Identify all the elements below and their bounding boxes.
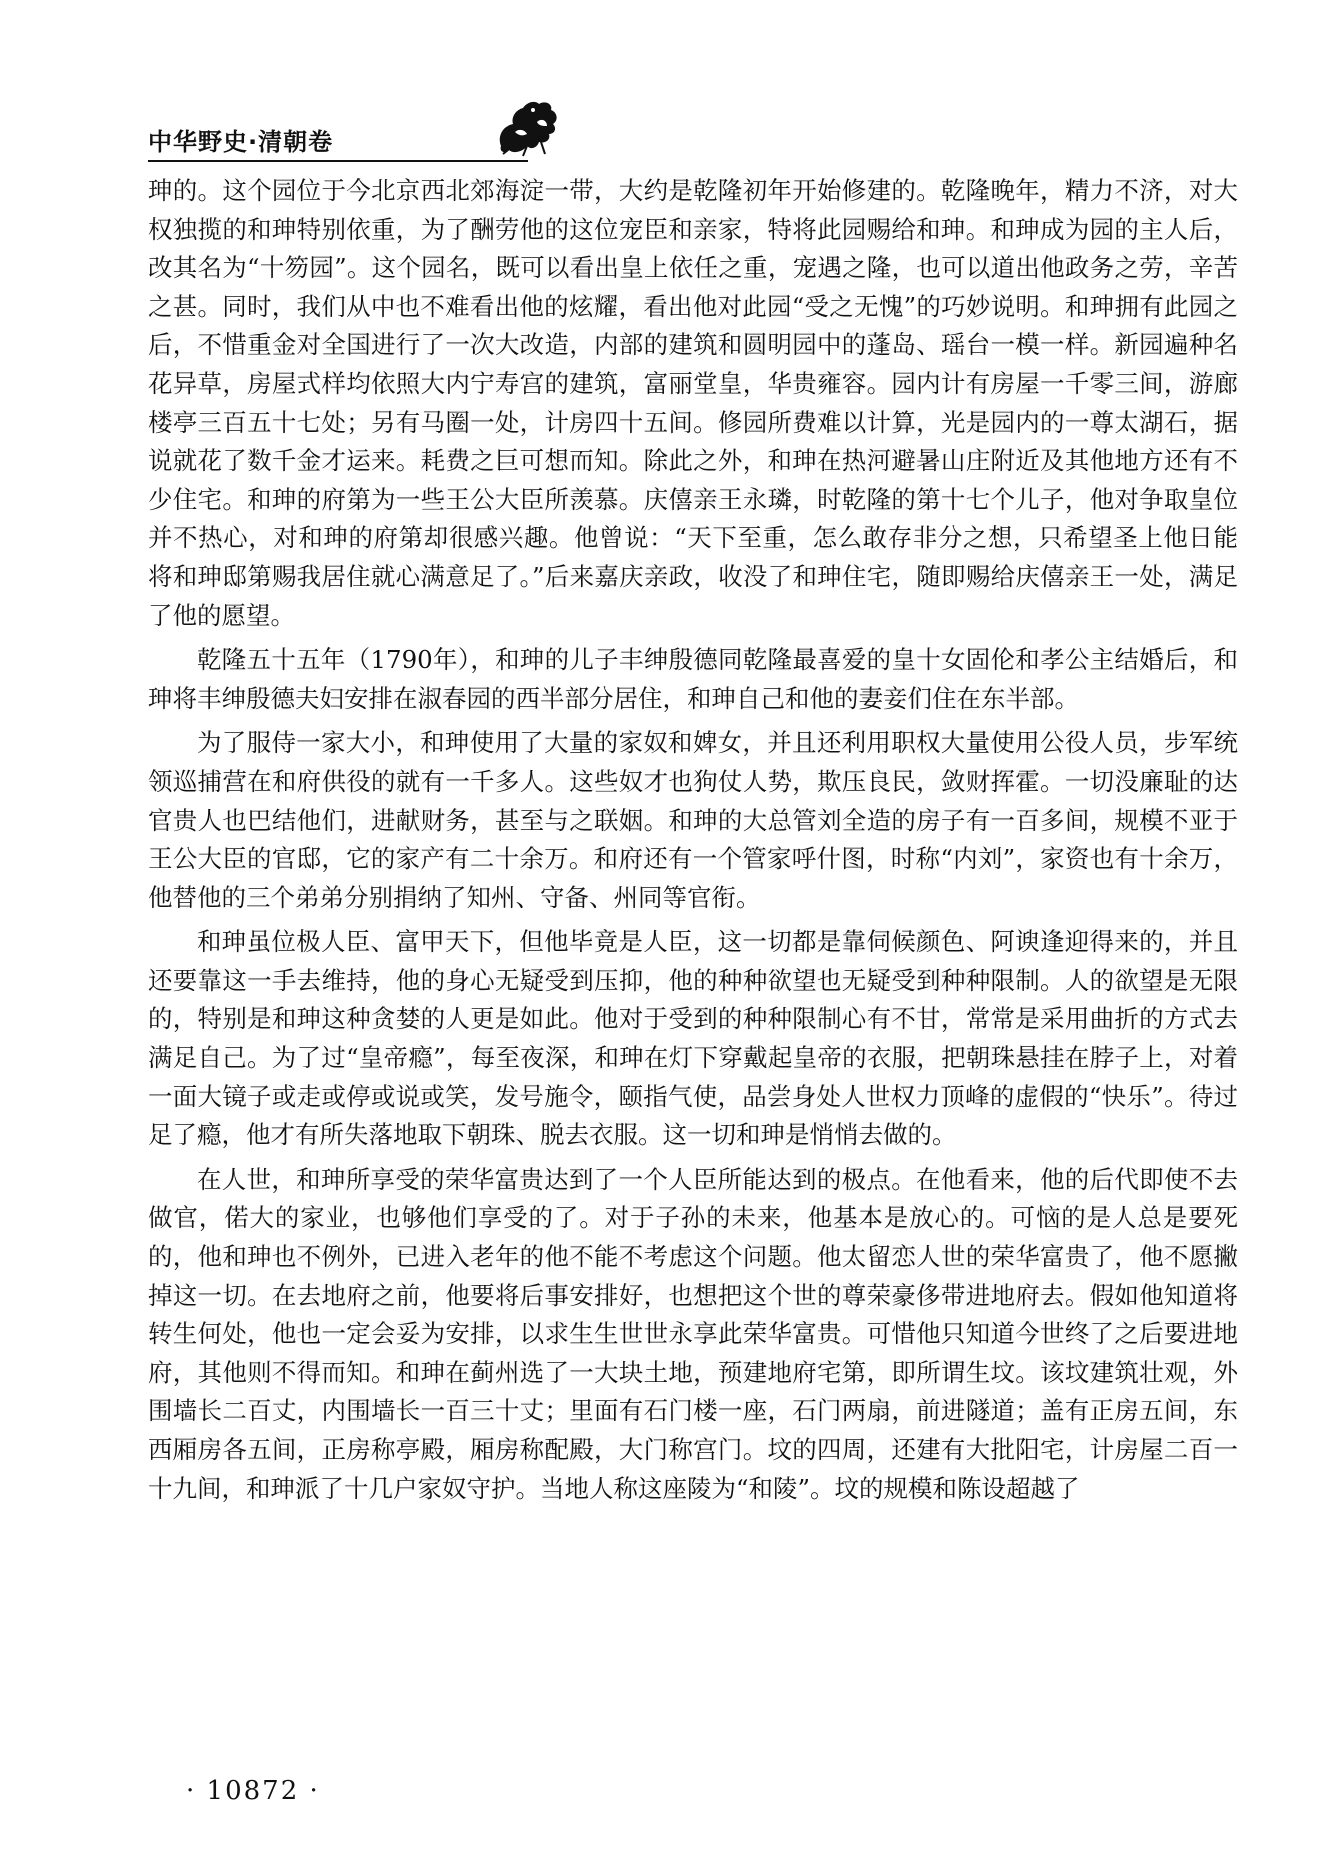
paragraph-3: 为了服侍一家大小，和珅使用了大量的家奴和婢女，并且还利用职权大量使用公役人员，步军统领巡捕营在和府供役的就有一千多人。这些奴才也狗仗人势，欺压良民，敛财挥霍。一切没廉耻的达官贵人也巴结他们，进献财务，甚至与之联姻。和珅的大总管刘全造的房子有一百多间，规模不亚于王公大臣的官邸，它的家产有二十余万。和府还有一个管家呼什图，时称“内刘”，家资也有十余万，他替他的三个弟弟分别捐纳了知州、守备、州同等官衔。	[148, 728, 1238, 912]
paragraph-4: 和珅虽位极人臣、富甲天下，但他毕竟是人臣，这一切都是靠伺候颜色、阿谀逢迎得来的，并且还要靠这一手去维持，他的身心无疑受到压抑，他的种种欲望也无疑受到种种限制。人的欲望是无限的，特别是和珅这种贪婪的人更是如此。他对于受到的种种限制心有不甘，常常是采用曲折的方式去满足自己。为了过“皇帝瘾”，每至夜深，和珅在灯下穿戴起皇帝的衣服，把朝珠悬挂在脖子上，对着一面大镜子或走或停或说或笑，发号施令，颐指气使，品尝身处人世权力顶峰的虚假的“快乐”。待过足了瘾，他才有所失落地取下朝珠、脱去衣服。这一切和珅是悄悄去做的。	[148, 927, 1238, 1150]
paragraph-1: 珅的。这个园位于今北京西北郊海淀一带，大约是乾隆初年开始修建的。乾隆晚年，精力不济，对大权独揽的和珅特别依重，为了酬劳他的这位宠臣和亲家，特将此园赐给和珅。和珅成为园的主人后，改其名为“十笏园”。这个园名，既可以看出皇上依任之重，宠遇之隆，也可以道出他政务之劳，辛苦之甚。同时，我们从中也不难看出他的炫耀，看出他对此园“受之无愧”的巧妙说明。和珅拥有此园之后，不惜重金对全国进行了一次大改造，内部的建筑和圆明园中的蓬岛、瑶台一模一样。新园遍种名花异草，房屋式样均依照大内宁寿宫的建筑，富丽堂皇，华贵雍容。园内计有房屋一千零三间，游廊楼亭三百五十七处；另有马圈一处，计房四十五间。修园所费难以计算，光是园内的一尊太湖石，据说就花了数千金才运来。耗费之巨可想而知。除此之外，和珅在热河避暑山庄附近及其他地方还有不少住宅。和珅的府第为一些王公大臣所羡慕。庆僖亲王永璘，时乾隆的第十七个儿子，他对争取皇位并不热心，对和珅的府第却很感兴趣。他曾说：“天下至重，怎么敢存非分之想，只希望圣上他日能将和珅邸第赐我居住就心满意足了。”后来嘉庆亲政，收没了和珅住宅，随即赐给庆僖亲王一处，满足了他的愿望。	[148, 176, 1238, 630]
book-title: 中华野史·清朝卷	[148, 128, 334, 156]
page-number: · 10872 ·	[186, 1776, 320, 1806]
paragraph-5: 在人世，和珅所享受的荣华富贵达到了一个人臣所能达到的极点。在他看来，他的后代即使不去做官，偌大的家业，也够他们享受的了。对于子孙的未来，他基本是放心的。可恼的是人总是要死的，他和珅也不例外，已进入老年的他不能不考虑这个问题。他太留恋人世的荣华富贵了，他不愿撇掉这一切。在去地府之前，他要将后事安排好，也想把这个世的尊荣豪侈带进地府去。假如他知道将转生何处，他也一定会妥为安排，以求生生世世永享此荣华富贵。可惜他只知道今世终了之后要进地府，其他则不得而知。和珅在蓟州选了一大块土地，预建地府宅第，即所谓生坟。该坟建筑壮观，外围墙长二百丈，内围墙长一百三十丈；里面有石门楼一座，石门两扇，前进隧道；盖有正房五间，东西厢房各五间，正房称亭殿，厢房称配殿，大门称宫门。坟的四周，还建有大批阳宅，计房屋二百一十九间，和珅派了十几户家奴守护。当地人称这座陵为“和陵”。坟的规模和陈设超越了	[148, 1164, 1238, 1503]
main-text	[148, 172, 1238, 1514]
header-rule	[148, 160, 528, 162]
dragon-icon	[493, 96, 565, 158]
paragraph-2: 乾隆五十五年（1790年），和珅的儿子丰绅殷德同乾隆最喜爱的皇十女固伦和孝公主结婚后，和珅将丰绅殷德夫妇安排在淑春园的西半部分居住，和珅自己和他的妻妾们住在东半部。	[148, 645, 1238, 713]
page-header	[148, 96, 1238, 166]
